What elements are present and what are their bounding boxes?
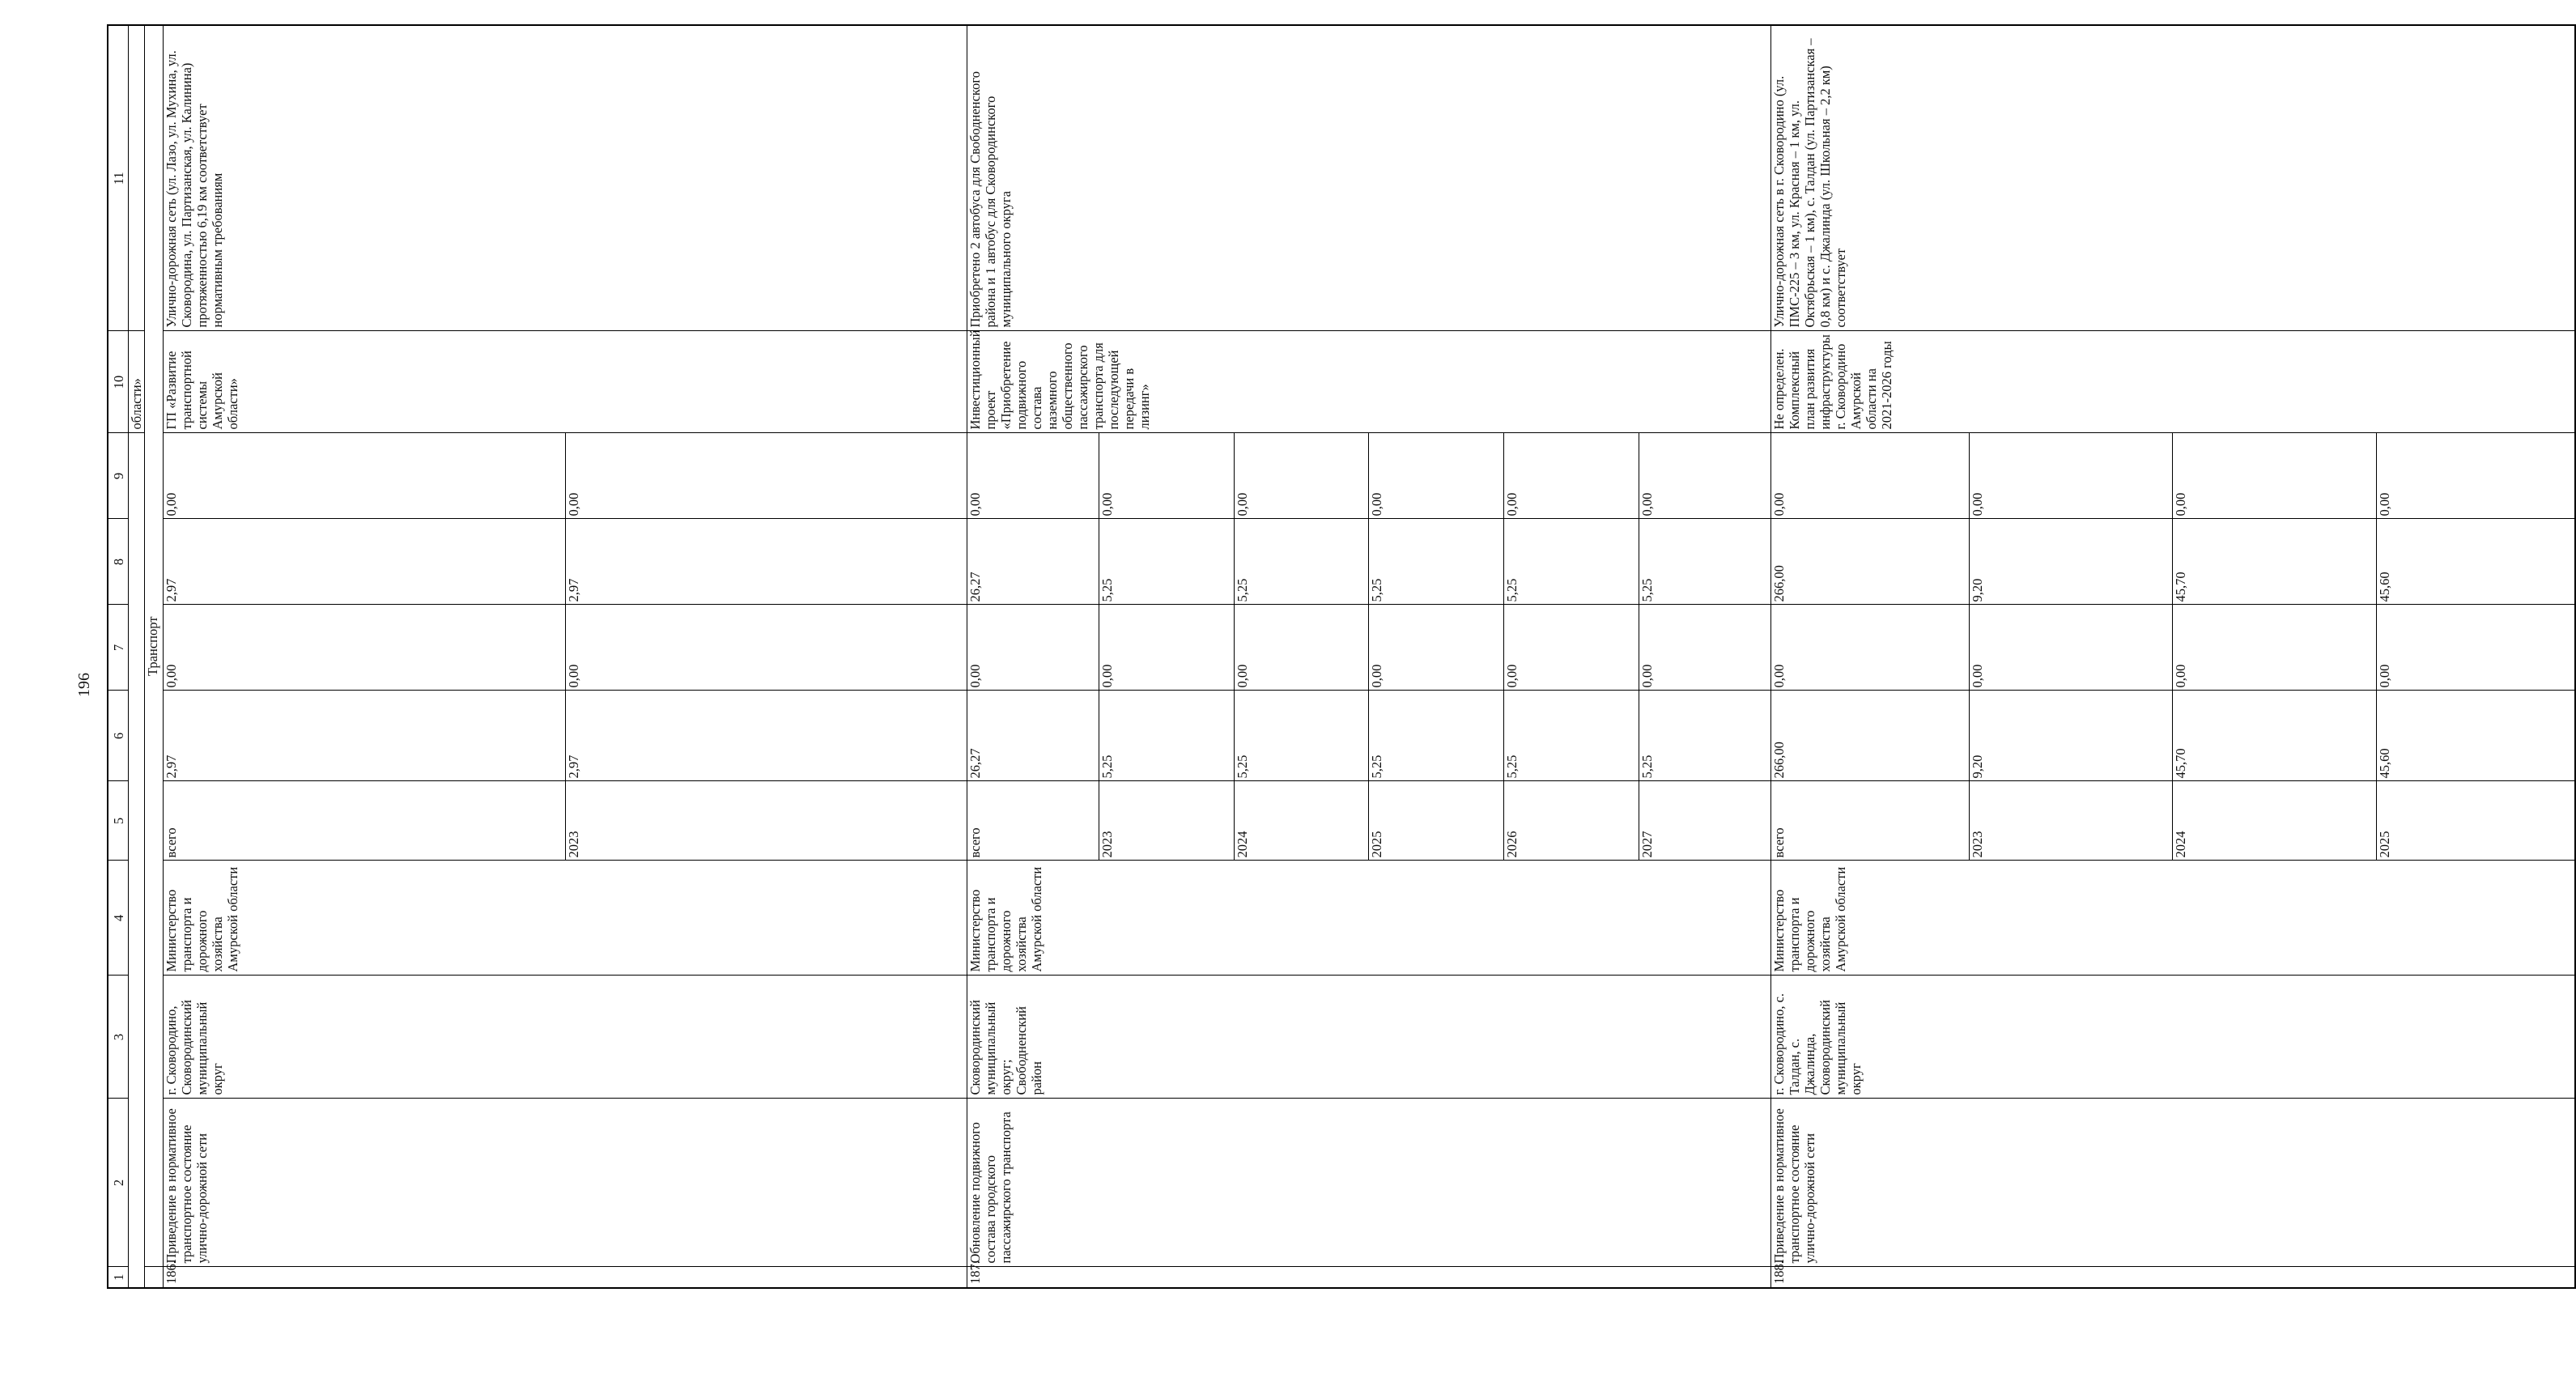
value: 0,00 [1234,606,1369,691]
value: 0,00 [967,606,1099,691]
value: 266,00 [1771,520,1970,605]
years-cell [1771,781,2576,861]
years-cell [967,781,1771,861]
value: 0,00 [565,492,581,516]
col-num-11: 11 [108,25,129,331]
value: 0,00 [2376,492,2392,516]
federal-cell [1771,605,2576,691]
value: 0,00 [2173,606,2376,691]
table-row [1771,25,2576,1288]
expected-result: Улично-дорожная сеть (ул. Лазо, ул. Мухина, ул. Сковородина, ул. Партизанская, ул. Калинина) протяженностью 6,19 км соответствует нормативным требованиям [164,25,967,331]
carryover-col10: области» [129,331,145,433]
page-number: 196 [75,673,93,697]
total-cell [967,691,1771,781]
value: 5,25 [1234,691,1369,781]
col-num-3: 3 [108,976,129,1099]
value: 0,00 [1639,664,1655,688]
regional-cell [1771,519,2576,605]
year: всего [1771,782,1970,861]
col-num-6: 6 [108,691,129,781]
value: 0,00 [1771,434,1970,519]
value: 0,00 [1970,606,2173,691]
value: 0,00 [164,606,565,691]
col-num-2: 2 [108,1099,129,1267]
value: 5,25 [1369,691,1504,781]
total-cell [1771,691,2576,781]
table-row [164,25,967,1288]
col-num-9: 9 [108,433,129,519]
col-num-1: 1 [108,1267,129,1288]
col-num-10: 10 [108,331,129,433]
value: 26,27 [967,520,1099,605]
measure-responsible: Министерство транспорта и дорожного хозяйства Амурской области [967,861,1771,976]
carryover-row [129,25,145,1288]
rotated-table-wrapper [107,26,2392,1289]
year: 2025 [1369,782,1504,861]
year: 2023 [565,831,581,858]
program-table [107,24,2576,1289]
other-cell [164,433,967,519]
regional-cell [967,519,1771,605]
value: 0,00 [164,434,565,519]
value: 5,25 [1369,520,1504,605]
value: 5,25 [1099,520,1235,605]
year: 2026 [1504,782,1639,861]
program-name: ГП «Развитие транспортной системы Амурской области» [164,331,967,433]
value: 0,00 [1234,434,1369,519]
measure-name: Обновление подвижного состава городского пассажирского транспорта [967,1099,1771,1267]
row-number: 188. [1771,1267,2576,1288]
measure-name: Приведение в нормативное транспортное состояние улично-дорожной сети [164,1099,967,1267]
value: 5,25 [1504,691,1639,781]
measure-location: г. Сковородино, с. Талдан, с. Джалинда, Сковородинский муниципальный округ [1771,976,2576,1099]
value: 45,60 [2376,748,2392,779]
federal-cell [164,605,967,691]
section-row [145,25,164,1288]
value: 0,00 [1504,606,1639,691]
other-cell [1771,433,2576,519]
total-cell [164,691,967,781]
value: 266,00 [1771,691,1970,781]
value: 0,00 [1771,606,1970,691]
section-title: Транспорт [145,25,164,1267]
measure-responsible: Министерство транспорта и дорожного хозяйства Амурской области [1771,861,2576,976]
measure-name: Приведение в нормативное транспортное состояние улично-дорожной сети [1771,1099,2576,1267]
column-number-row [108,25,129,1288]
row-number: 187. [967,1267,1771,1288]
measure-responsible: Министерство транспорта и дорожного хозяйства Амурской области [164,861,967,976]
regional-cell [164,519,967,605]
col-num-7: 7 [108,605,129,691]
value: 0,00 [1099,606,1235,691]
federal-cell [967,605,1771,691]
value: 0,00 [2173,434,2376,519]
program-name: Не определен. Комплексный план развития инфраструктуры г. Сковородино Амурской области на 2021-2026 годы [1771,331,2576,433]
year: 2025 [2376,831,2392,858]
value: 9,20 [1970,520,2173,605]
other-cell [967,433,1771,519]
value: 0,00 [1970,434,2173,519]
table-row [967,25,1771,1288]
value: 0,00 [1504,434,1639,519]
value: 26,27 [967,691,1099,781]
expected-result: Приобретено 2 автобуса для Свободненского района и 1 автобус для Сковородинского муниципального округа [967,25,1771,331]
value: 9,20 [1970,691,2173,781]
value: 0,00 [1639,492,1655,516]
value: 0,00 [565,664,581,688]
value: 0,00 [2376,664,2392,688]
measure-location: г. Сковородино, Сковородинский муниципальный округ [164,976,967,1099]
value: 5,25 [1099,691,1235,781]
value: 5,25 [1639,755,1655,779]
row-number: 186. [164,1267,967,1288]
value: 0,00 [1369,606,1504,691]
value: 2,97 [565,578,581,602]
value: 0,00 [967,434,1099,519]
value: 2,97 [164,691,565,781]
measure-location: Сковородинский муниципальный округ; Свободненский район [967,976,1771,1099]
year: 2023 [1099,782,1235,861]
value: 2,97 [164,520,565,605]
col-num-5: 5 [108,781,129,861]
value: 5,25 [1234,520,1369,605]
year: всего [164,782,565,861]
value: 0,00 [1369,434,1504,519]
value: 45,70 [2173,520,2376,605]
year: 2024 [1234,782,1369,861]
expected-result: Улично-дорожная сеть в г. Сковородино (ул. ПМС-225 – 3 км, ул. Красная – 1 км, ул. Октябрьская – 1 км), с. Талдан (ул. Партизанская – 0,8 км) и с. Джалинда (ул. Школьная – 2,2 км) соответствует [1771,25,2576,331]
value: 45,60 [2376,572,2392,602]
program-name: Инвестиционный проект «Приобретение подвижного состава наземного общественного пассажирского транспорта для последующей передачи в лизинг» [967,331,1771,433]
year: 2027 [1639,831,1655,858]
col-num-8: 8 [108,519,129,605]
value: 5,25 [1639,578,1655,602]
col-num-4: 4 [108,861,129,976]
value: 0,00 [1099,434,1235,519]
year: всего [967,782,1099,861]
years-cell [164,781,967,861]
value: 2,97 [565,755,581,779]
year: 2024 [2173,782,2376,861]
value: 45,70 [2173,691,2376,781]
value: 5,25 [1504,520,1639,605]
year: 2023 [1970,782,2173,861]
